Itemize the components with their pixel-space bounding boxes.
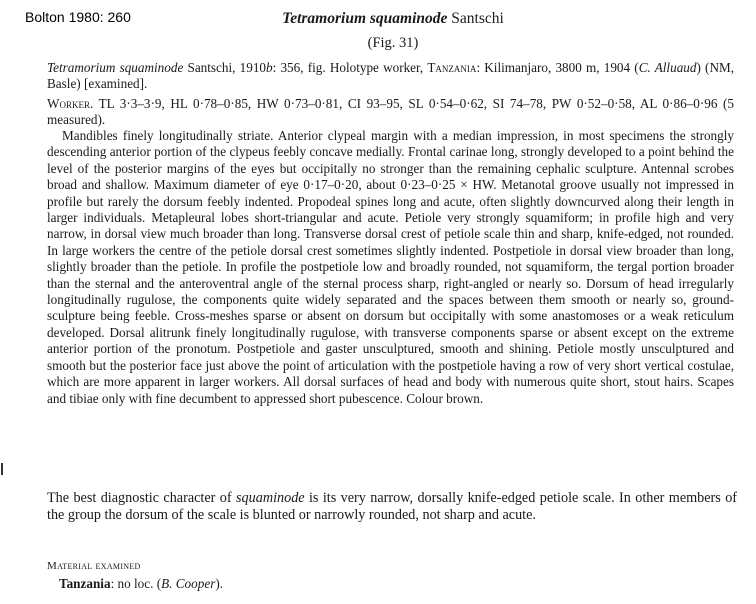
figure-reference: (Fig. 31) — [367, 35, 419, 51]
diagnosis-taxon: squaminode — [236, 490, 305, 506]
worker-label: Worker — [47, 96, 90, 111]
citation-text-c: : Kilimanjaro, 3800 m, 1904 ( — [476, 60, 639, 75]
margin-mark — [1, 463, 3, 475]
worker-values: . TL 3·3–3·9, HL 0·78–0·85, HW 0·73–0·81, CI 93–95, SL 0·54–0·62, SI 74–78, PW 0·52–0·58, AL 0·86–0·96 (5 measured). — [47, 96, 734, 128]
species-author: Santschi — [447, 10, 504, 27]
species-name: Tetramorium squaminode — [282, 10, 448, 27]
species-heading — [0, 10, 756, 28]
citation-suffix: b — [266, 60, 273, 75]
citation-paragraph — [47, 60, 734, 93]
material-text-b: ). — [215, 576, 224, 591]
citation-taxon: Tetramorium squaminode — [47, 60, 184, 75]
material-heading: Material examined — [47, 560, 141, 572]
diagnosis-text-b: is its very narrow, dorsally knife-edged petiole scale. In other members of the group the dorsum of the scale is blunted or narrowly rounded, not sharp and acute. — [47, 490, 738, 523]
diagnosis-text-a: The best diagnostic character of — [47, 490, 237, 506]
material-collector: B. Cooper — [161, 576, 216, 591]
citation-text-b: : 356, fig. Holotype worker, — [272, 60, 428, 75]
material-text-a: : no loc. ( — [110, 576, 162, 591]
citation-collector: C. Alluaud — [638, 60, 697, 75]
citation-text-d: ) (NM, Basle) [examined]. — [47, 60, 734, 92]
material-entry — [59, 576, 223, 592]
source-tag: Bolton 1980: 260 — [25, 9, 131, 25]
citation-country: Tanzania — [427, 60, 477, 75]
description-paragraph: Mandibles finely longitudinally striate. Anterior clypeal margin with a median impression, in most specimens the strongly descending anterior portion of the clypeus feebly concave medially. Frontal carinae long, strongly developed to a point behind the level of the posterior margins of the eyes but occipitally no stronger than the remaining cephalic sculpture. Antennal scrobes broad and shallow. Maximum diameter of eye 0·17–0·20, about 0·23–0·25 × HW. Metanotal groove usually not impressed in profile but rarely the dorsum feebly indented. Propodeal spines long and acute, often slightly downcurved along their length in larger individuals. Metapleural lobes short-triangular and acute. Petiole very strongly squamiform; in profile high and very narrow, in dorsal view much broader than long. Transverse dorsal crest of petiole scale thin and sharp, knife-edged, not rounded. In large workers the centre of the petiole dorsal crest sometimes slightly indented. Postpetiole in dorsal view broader than long, slightly broader than the petiole. In profile the postpetiole low and broadly rounded, not squamiform, the tergal portion broader than the sternal and the anteroventral angle of the sternal process sharp, right-angled or nearly so. Dorsum of head irregularly longitudinally rugulose, the components quite widely separated and the spaces between them smooth or nearly so, ground-sculpture being feeble. Cross-meshes sparse or absent on dorsum but occipitally with some anastomoses or a weak reticulum developed. Dorsal alitrunk finely longitudinally rugulose, with transverse components sparse or absent except on the extreme anterior portion of the pronotum. Postpetiole and gaster unsculptured, smooth and shining. Petiole mostly unsculptured and smooth but the posterior face just above the point of articulation with the postpetiole having a row of very short vertical costulae, which are more apparent in larger workers. All dorsal surfaces of head and body with numerous quite short, stout hairs. Scapes and tibiae only with fine decumbent to appressed short pubescence. Colour brown. — [47, 128, 734, 406]
material-country: Tanzania — [59, 576, 111, 591]
worker-measurements — [47, 96, 734, 129]
diagnosis-paragraph — [47, 490, 737, 524]
citation-text-a: Santschi, 1910 — [183, 60, 267, 75]
